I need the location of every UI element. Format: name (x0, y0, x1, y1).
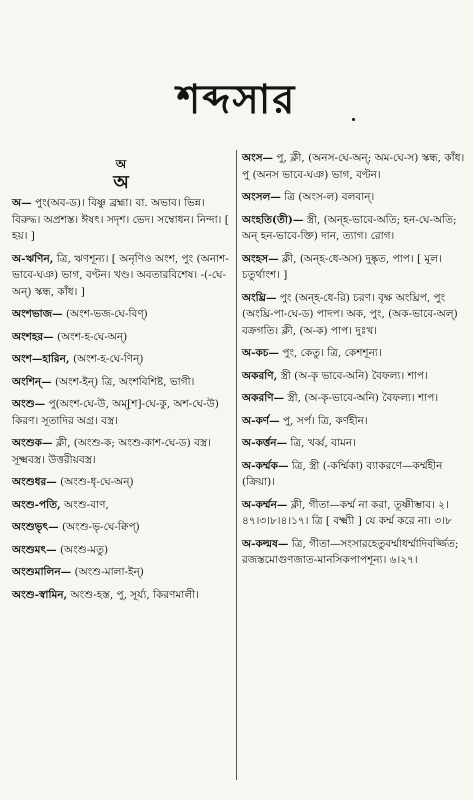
entry-definition: অংশু-হস্ত, পু, সূর্য্য, কিরণমালী। (70, 588, 199, 601)
dictionary-entry (242, 435, 466, 452)
dictionary-entry (12, 564, 230, 581)
entry-headword: অ-কর্ত্তন— (242, 437, 288, 449)
entry-definition: (অংশু-ভৃ-ঘে-ক্বিপ্) (61, 521, 140, 533)
dictionary-entry (12, 195, 230, 245)
entry-headword: অংশুক— (12, 437, 53, 449)
dictionary-entry (12, 351, 230, 368)
dictionary-entry (12, 519, 230, 536)
entry-definition: অংশু-বাণ, (64, 498, 109, 511)
entry-definition: স্ত্রী (অ-কৃ ভাবে-অনি) বৈফল্য। শাপ। (280, 369, 428, 382)
dictionary-entry (12, 435, 230, 468)
entry-headword: অ-কর্ম্মক— (242, 459, 289, 472)
entry-definition: স্ত্রী, (অন্‌হ-ভাবে-অতি; হন-ঘে-অতি; অন্ হন-ভাবে-ক্তি) দান, ত্যাগ। রোগ। (242, 213, 457, 242)
entry-definition: পুং, কেতু। ত্রি, কেশশূন্য। (282, 347, 382, 359)
dictionary-entry (242, 497, 466, 530)
entry-headword: অ-কচ— (242, 347, 279, 359)
entry-headword: অংশু— (12, 398, 46, 410)
entry-headword: অংশুমালিন— (12, 566, 72, 578)
right-entries (242, 150, 466, 569)
entry-definition: (অংশ-ইন্) ত্রি, অংশবিশিষ্ট, ভাগী। (54, 375, 195, 388)
section-letter-small: অ (115, 157, 127, 171)
entry-headword: অংস— (242, 152, 274, 164)
entry-headword: অকরণি— (242, 392, 285, 404)
dictionary-entry (242, 368, 466, 385)
section-letter-big: অ (113, 171, 129, 193)
entry-definition: ক্লী, গীতা—কর্ম্ম না করা, তূষ্ণীম্ভাব। ২।৪৭।৩।৮।৪।১৭। ত্রি [ বক্ষ্ম্যী ] যে কর্ম্ম করে না। ৩।৮ (242, 498, 452, 527)
entry-headword: অংহতি(তী)— (242, 213, 304, 226)
entry-definition: পু(অংশ-ঘে-উ, অম্[শ]-ঘে-কু, অশ-ঘে-উ) কিরণ। সূতাদির অগ্র। বস্ত্র। (12, 398, 219, 427)
entry-definition: (অংশু-ধৃ-ঘে-অন্) (60, 476, 134, 488)
entry-headword: অংশভাজ— (12, 308, 63, 320)
dictionary-entry (12, 251, 230, 301)
dictionary-entry (242, 189, 466, 206)
dictionary-entry (242, 390, 466, 407)
decorative-dot (352, 118, 355, 121)
entry-headword: অংশু-স্বামিন, (12, 588, 68, 601)
entry-definition: ক্লী, (অংশু-ক; অংশু-কাশ-ঘে-ড) বস্ত্র। সূক্ষ্মবস্ত্র। উত্তরীয়বস্ত্র। (12, 437, 211, 466)
dictionary-entry (12, 329, 230, 346)
entry-headword: অ— (12, 197, 32, 209)
dictionary-entry (242, 290, 466, 340)
left-entries (12, 195, 230, 603)
dictionary-entry (12, 497, 230, 514)
entry-headword: অংশিন্— (12, 375, 52, 388)
entry-headword: অংশু-পতি, (12, 498, 61, 511)
right-column (242, 150, 466, 575)
dictionary-entry (12, 542, 230, 559)
entry-definition: পুং(অব-ড)। বিষ্ণু ব্রহ্মা। বা. অভাব। ভিন্ন। বিরুদ্ধ। অপ্রশস্ত। ঈষৎ। সদৃশ। ভেদ। সম্বোধন। নিন্দা। [ হয়। ] (12, 197, 229, 242)
entry-definition: পু, ক্লী, (অনস-ঘে-অন্; অম-ঘে-স) স্কন্ধ, কাঁধ। পু (অনস ভাবে-ঘঞ) ভাগ, বণ্টন। (242, 152, 465, 181)
entry-definition: (অংশু-মালা-ইন্) (74, 566, 144, 578)
entry-definition: পুং (অন্‌হ-ধে-রি) চরণ। বৃক্ষ অংঘ্রিপ, পুং (অংঘ্রি-পা-ঘে-ড) পাদপ। অক, পুং, (অক-ভাবে-অল্) বক্রগতি। ক্লী, (অ-ক) পাপ। দুঃখ। (242, 291, 458, 337)
entry-definition: স্ত্রী, (অ-কৃ-ভাবে-অনি) বৈফল্য। শাপ। (287, 392, 439, 404)
entry-definition: (অংশু-মতু) (59, 543, 109, 556)
entry-definition: ত্রি, স্ত্রী (-কর্ম্মিকা) ব্যাকরণে—কর্ম্মহীন (ক্রিয়া)। (242, 459, 443, 488)
entry-definition: পু, সর্প। ত্রি, কর্ণহীন। (283, 414, 368, 427)
dictionary-entry (12, 587, 230, 604)
entry-headword: অ-কর্ণ— (242, 414, 280, 427)
entry-headword: অকরণি, (242, 369, 278, 382)
dictionary-entry (242, 413, 466, 430)
entry-definition: ত্রি, খর্ব্ব, বামন। (290, 437, 356, 449)
entry-headword: অংশুভৃৎ— (12, 521, 59, 533)
entry-headword: অ-কর্ম্মন— (242, 498, 288, 511)
dictionary-entry (242, 212, 466, 245)
entry-definition: (অংশ-ভজ-ঘে-বিণ্) (65, 308, 148, 320)
entry-headword: অংশুধর— (12, 476, 57, 488)
entry-definition: ত্রি, গীতা—সংসারহেতুবর্ম্মাধর্ম্মাদিবর্জ্জিত; রজস্তমোগুণজাত-মানসিকপাপশূন্য। ৬।২৭। (242, 537, 459, 566)
entry-definition: ক্লী, (অন্‌হ-ধে-অস) দুষ্কৃত, পাপ। [ মূল। চতুর্থাংশ। ] (242, 252, 442, 281)
entry-definition: ত্রি (অংস-ল) বলবান্। (284, 191, 375, 203)
dictionary-entry (12, 396, 230, 429)
dictionary-entry (242, 150, 466, 183)
entry-headword: অংসল— (242, 191, 281, 203)
entry-headword: অংঘ্রি— (242, 291, 277, 304)
entry-headword: অ-ঋণিন, (12, 252, 54, 265)
entry-definition: ত্রি, ঋণশূন্য। [ অনৃণিও অংশ, পুং (অনাশ-ভাবে-ঘঞ) ভাগ, বণ্টন। খণ্ড। অবতারবিশেষ। -(-ঘে-অন্) স্কন্ধ, কাঁধ। ] (12, 252, 229, 298)
dictionary-entry (242, 345, 466, 362)
entry-headword: অংশুমৎ— (12, 543, 57, 556)
dictionary-entry (242, 458, 466, 491)
dictionary-entry (242, 251, 466, 284)
left-column (12, 150, 230, 609)
entry-definition: (অংশ-হ-ঘে-ণিন্) (72, 353, 144, 365)
dictionary-entry (242, 536, 466, 569)
column-divider (236, 150, 237, 780)
page-title: শব্দসার (176, 77, 297, 123)
entry-headword: অংশ—হারিন, (12, 353, 70, 365)
entry-headword: অ-কল্মষ— (242, 537, 289, 550)
entry-definition: (অংশ-হ-ঘে-অন্) (56, 330, 128, 343)
entry-headword: অংশহর— (12, 330, 54, 343)
dictionary-entry (12, 374, 230, 391)
entry-headword: অংহস— (242, 252, 279, 265)
dictionary-entry (12, 474, 230, 491)
dictionary-entry (12, 306, 230, 323)
